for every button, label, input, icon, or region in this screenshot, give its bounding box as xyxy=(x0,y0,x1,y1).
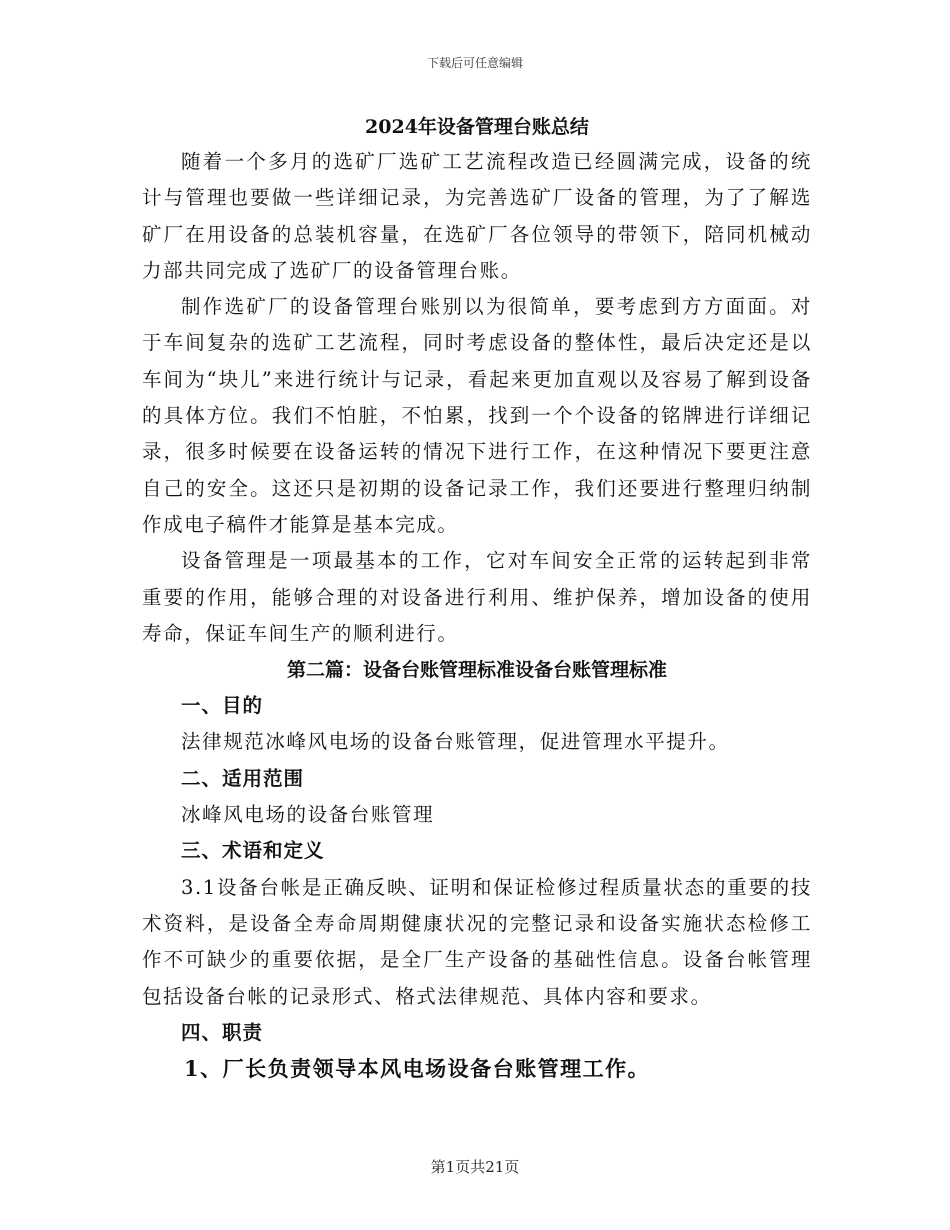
paragraph-2: 制作选矿厂的设备管理台账别以为很简单，要考虑到方方面面。对于车间复杂的选矿工艺流程，同时考虑设备的整体性，最后决定还是以车间为“块儿”来进行统计与记录，看起来更加直观以及容易了解到设备的具体方位。我们不怕脏，不怕累，找到一个个设备的铭牌进行详细记录，很多时候要在设备运转的情况下进行工作，在这种情况下要更注意自己的安全。这还只是初期的设备记录工作，我们还要进行整理归纳制作成电子稿件才能算是基本完成。 xyxy=(142,295,812,536)
heading-scope: 二、适用范围 xyxy=(181,766,305,790)
document-title: 2024年设备管理台账总结 xyxy=(365,116,589,138)
header-note: 下载后可任意编辑 xyxy=(426,56,523,70)
terms-text: 3.1设备台帐是正确反映、证明和保证检修过程质量状态的重要的技术资料，是设备全寿命周期健康状况的完整记录和设备实施状态检修工作不可缺少的重要依据，是全厂生产设备的基础性信息。设备台帐管理包括设备台帐的记录形式、格式法律规范、具体内容和要求。 xyxy=(142,875,812,1008)
heading-terms: 三、术语和定义 xyxy=(181,839,325,863)
purpose-text: 法律规范冰峰风电场的设备台账管理，促进管理水平提升。 xyxy=(181,730,730,754)
paragraph-1: 随着一个多月的选矿厂选矿工艺流程改造已经圆满完成，设备的统计与管理也要做一些详细记录，为完善选矿厂设备的管理，为了了解选矿厂在用设备的总装机容量，在选矿厂各位领导的带领下，陪同机械动力部共同完成了选矿厂的设备管理台账。 xyxy=(142,150,812,282)
responsibility-item-1: 1、厂长负责领导本风电场设备台账管理工作。 xyxy=(184,1056,651,1082)
paragraph-3: 设备管理是一项最基本的工作，它对车间安全正常的运转起到非常重要的作用，能够合理的对设备进行利用、维护保养，增加设备的使用寿命，保证车间生产的顺利进行。 xyxy=(142,549,812,645)
heading-responsibilities: 四、职责 xyxy=(181,1020,264,1044)
section-2-title: 第二篇：设备台账管理标准设备台账管理标准 xyxy=(286,659,667,682)
document-body xyxy=(142,110,812,1087)
scope-text: 冰峰风电场的设备台账管理 xyxy=(181,803,435,827)
page-footer: 第1页共21页 xyxy=(430,1158,520,1176)
heading-purpose: 一、目的 xyxy=(181,694,264,718)
